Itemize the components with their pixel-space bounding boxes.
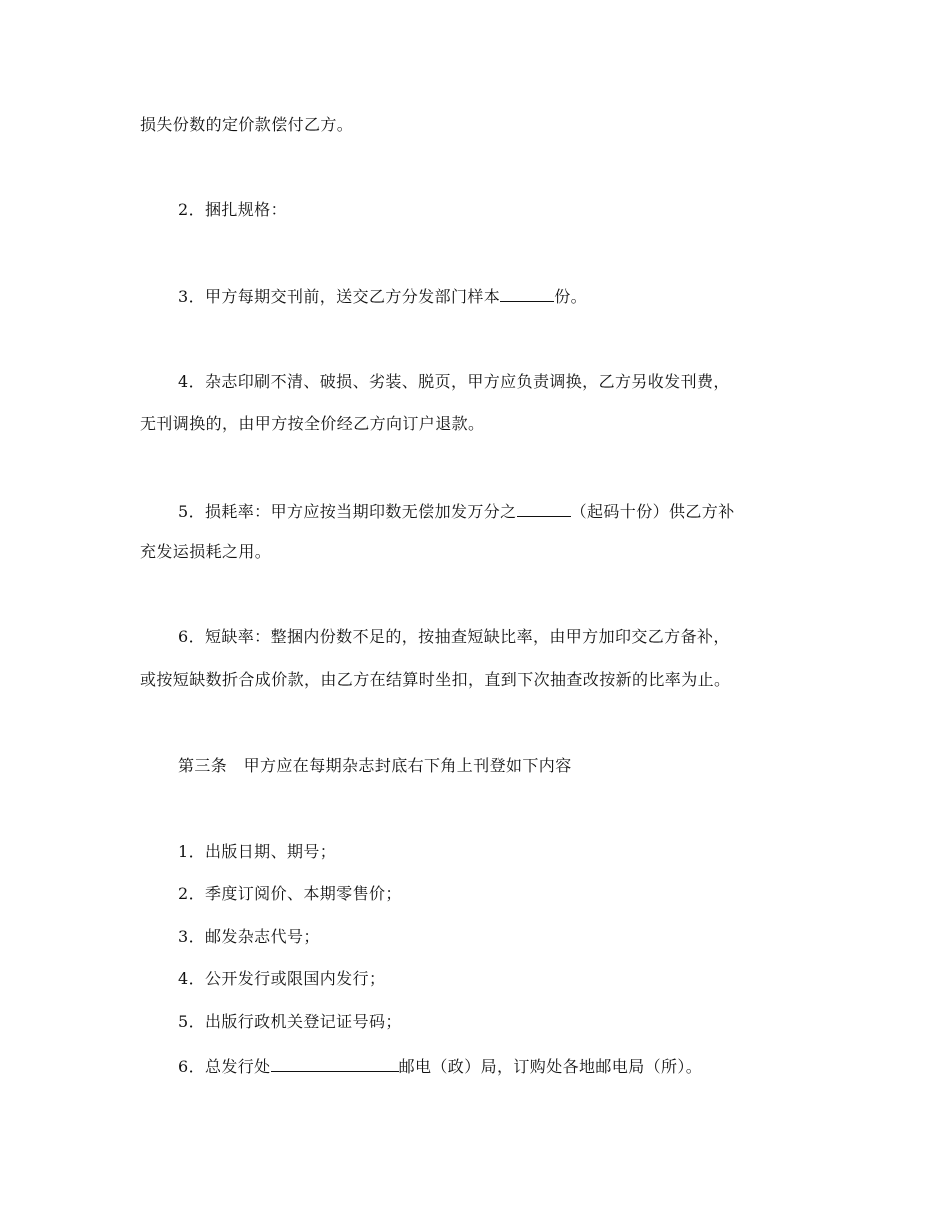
list-item-6-text: 6．总发行处 [178,1057,271,1076]
clause-5-line-2: 充发运损耗之用。 [140,542,272,561]
clause-6-line-1: 6．短缺率：整捆内份数不足的，按抽查短缺比率，由甲方加印交乙方备补， [178,627,730,646]
clause-5-text-end: （起码十份）供乙方补 [570,502,735,521]
clause-3-text-end: 份。 [554,287,587,306]
list-item: 3．邮发杂志代号； [178,927,320,946]
paragraph-continuation: 损失份数的定价款偿付乙方。 [140,115,354,134]
clause-4-line-1: 4．杂志印刷不清、破损、劣装、脱页，甲方应负责调换，乙方另收发刊费， [178,372,730,391]
clause-3-text: 3．甲方每期交刊前，送交乙方分发部门样本 [178,287,501,306]
clause-5-text: 5．损耗率：甲方应按当期印数无偿加发万分之 [178,502,517,521]
list-item: 4．公开发行或限国内发行； [178,969,386,988]
list-item-6-text-end: 邮电（政）局，订购处各地邮电局（所）。 [398,1057,703,1076]
fill-blank [271,1055,399,1072]
list-item: 1．出版日期、期号； [178,842,337,861]
list-item-6 [178,1055,702,1077]
fill-blank [500,285,554,302]
list-item: 2．季度订阅价、本期零售价； [178,884,402,903]
list-item: 5．出版行政机关登记证号码； [178,1012,402,1031]
clause-4-line-2: 无刊调换的，由甲方按全价经乙方向订户退款。 [140,414,485,433]
article-3-heading: 第三条 甲方应在每期杂志封底右下角上刊登如下内容 [178,756,572,775]
clause-3-samples [178,285,587,307]
fill-blank [517,500,571,517]
clause-5-line-1 [178,500,735,522]
clause-6-line-2: 或按短缺数折合成价款，由乙方在结算时坐扣，直到下次抽查改按新的比率为止。 [140,670,731,689]
clause-2-binding-spec: 2．捆扎规格： [178,200,287,219]
